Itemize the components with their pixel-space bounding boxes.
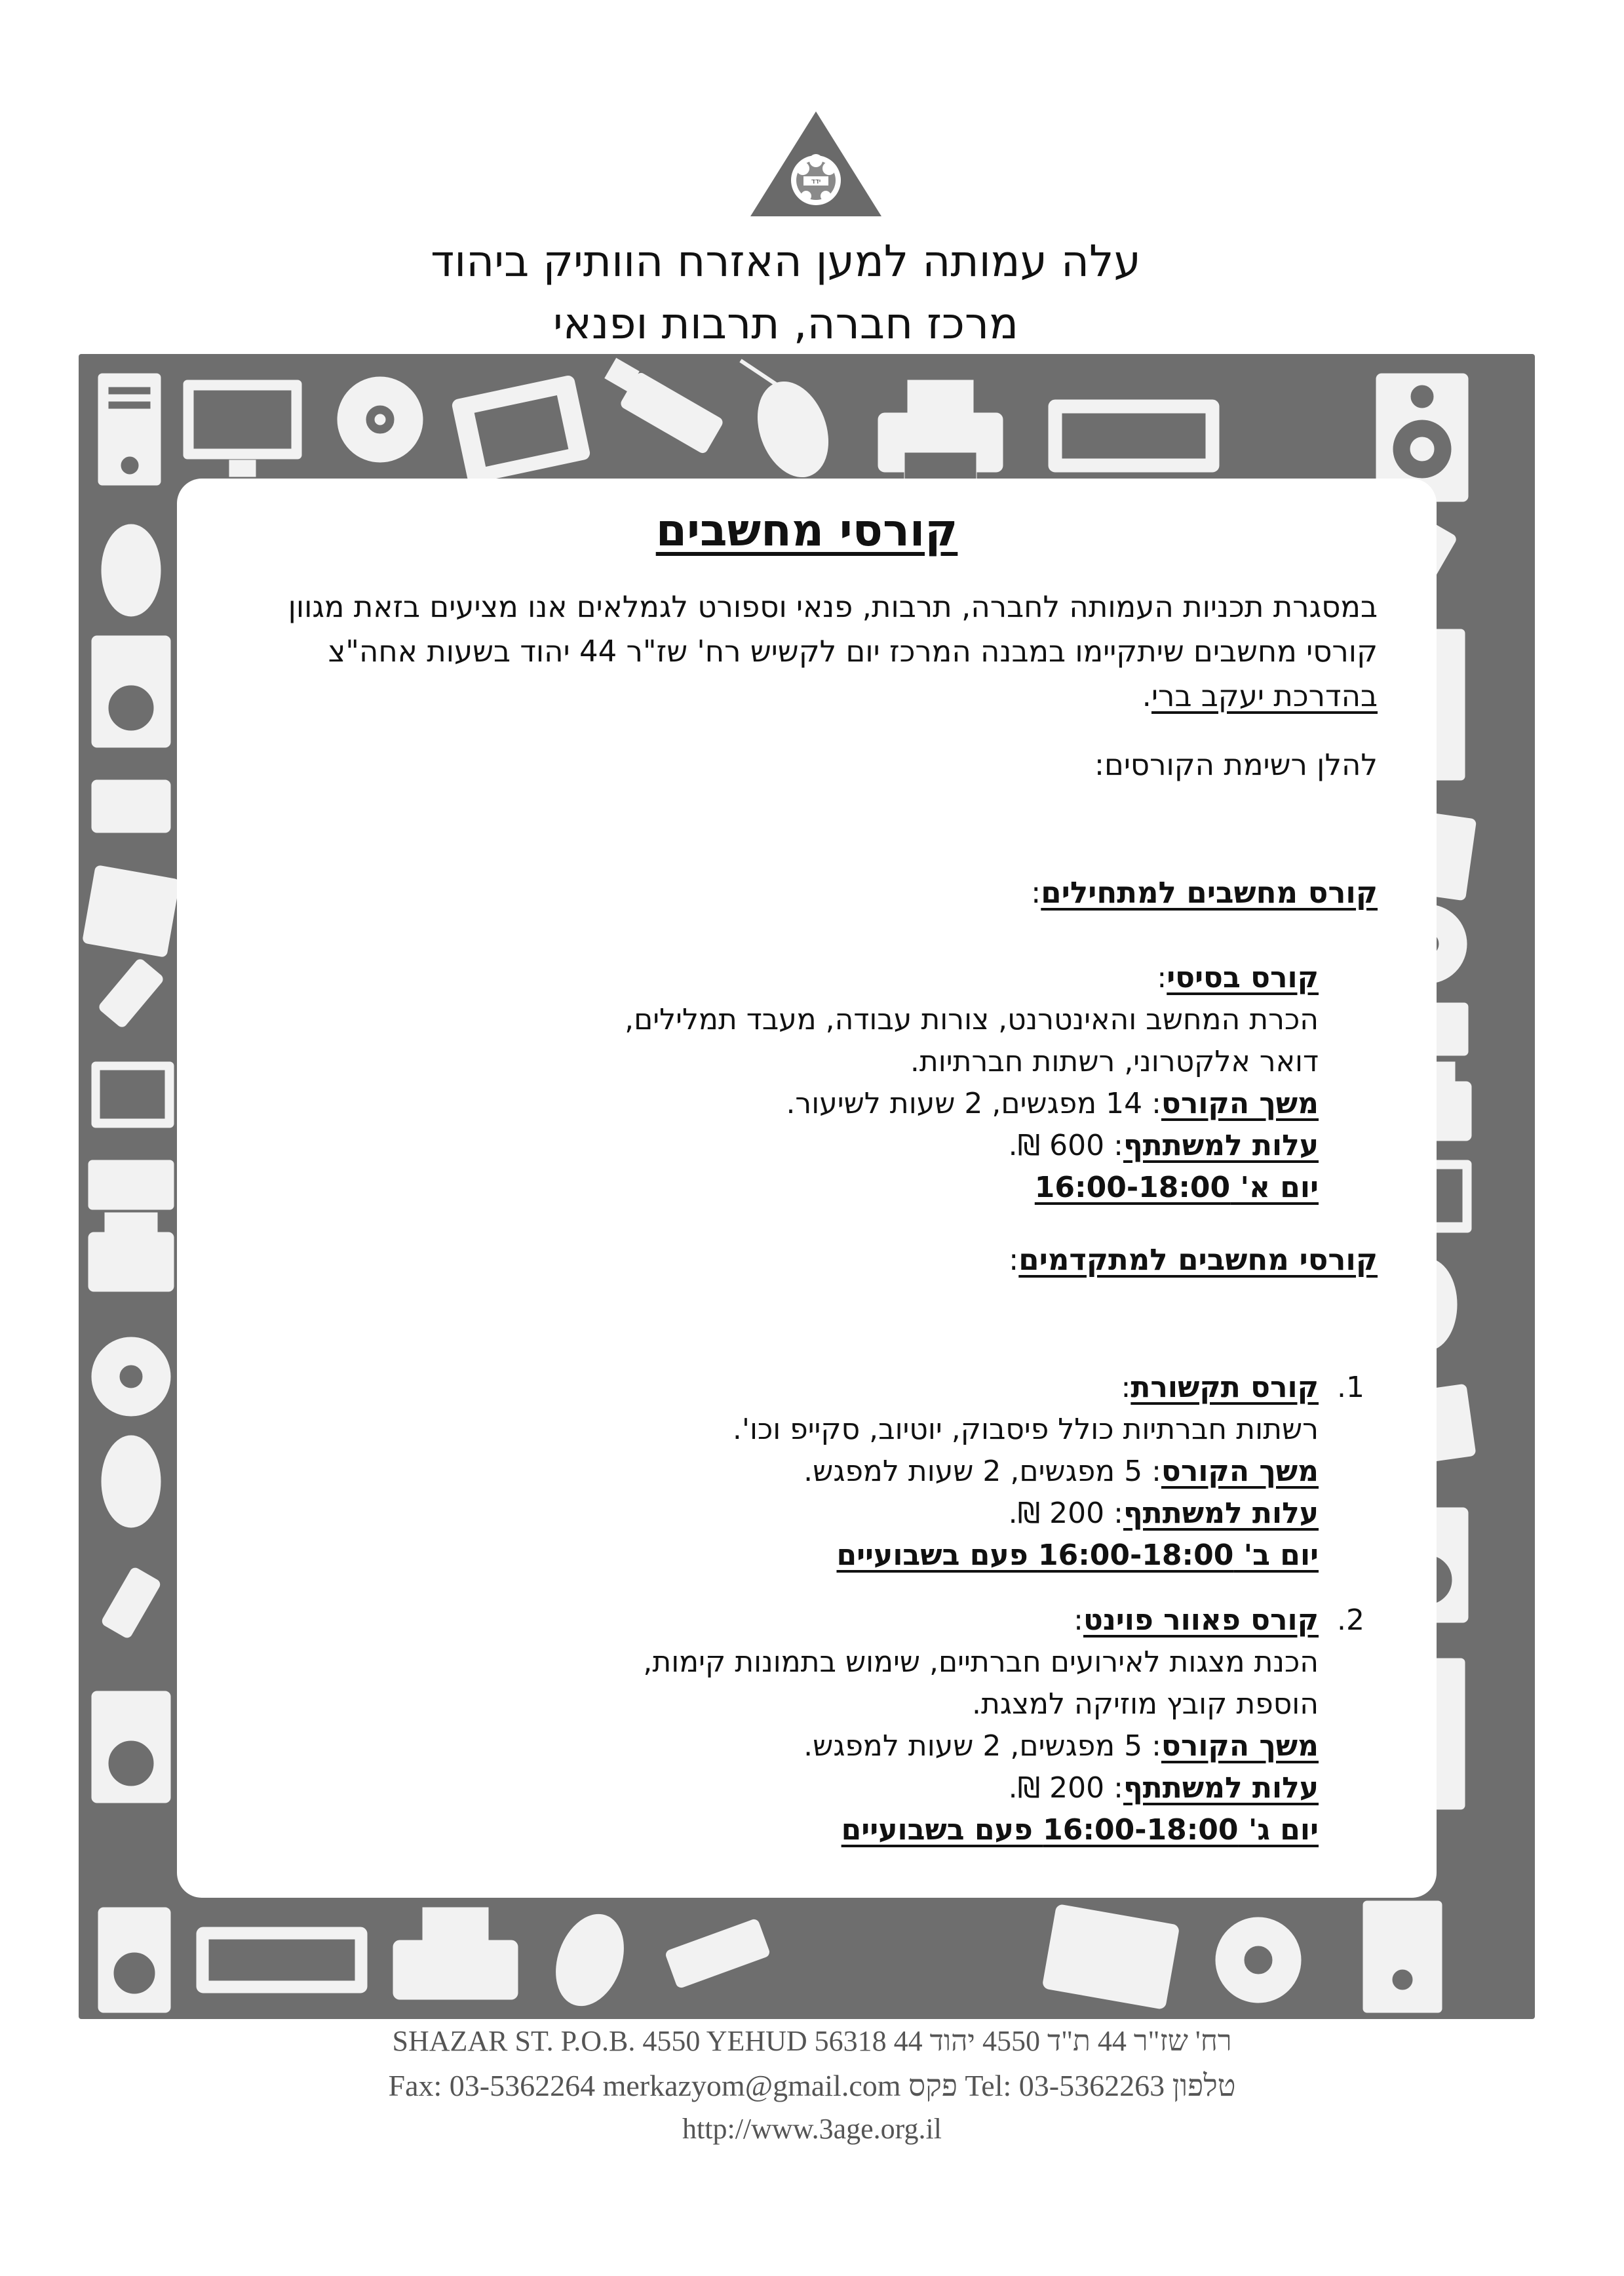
course-description: רשתות חברתיות כולל פיסבוק, יוטיוב, סקייפ וכו'. bbox=[732, 1413, 1319, 1446]
content-panel bbox=[177, 479, 1437, 1898]
duration-label: משך הקורס bbox=[1161, 1087, 1319, 1120]
beginners-heading-text: קורס מחשבים למתחילים bbox=[1041, 875, 1378, 910]
course-description: הכנת מצגות לאירועים חברתיים, שימוש בתמונות קימות, bbox=[643, 1645, 1319, 1679]
intro-text: במסגרת תכניות העמותה לחברה, תרבות, פנאי וספורט לגמלאים אנו מציעים בזאת מגוון קורסי מחשבים שיתקיימו במבנה המרכז יום לקשיש רח' שז"ר 44 יהוד בשעות אחה"צ bbox=[288, 589, 1378, 669]
usb-stick-icon bbox=[100, 1566, 161, 1639]
organization-logo bbox=[747, 108, 885, 220]
speaker-icon bbox=[92, 1691, 170, 1803]
cost-value: 200 ₪. bbox=[1008, 1771, 1114, 1805]
course-list-intro: להלן רשימת הקורסים: bbox=[1094, 747, 1378, 782]
duration-value: 14 מפגשים, 2 שעות לשיעור. bbox=[786, 1087, 1152, 1120]
computer-icons-frame bbox=[79, 354, 1535, 2019]
duration-label: משך הקורס bbox=[1161, 1729, 1319, 1763]
organization-name: עלה עמותה למען האזרח הוותיק ביהוד bbox=[431, 236, 1141, 286]
mouse-icon bbox=[741, 361, 841, 487]
keyboard-icon bbox=[1049, 400, 1219, 472]
monitor-icon bbox=[92, 1062, 174, 1128]
duration-label: משך הקורס bbox=[1161, 1455, 1319, 1488]
speaker-icon bbox=[92, 636, 170, 747]
footer-website[interactable]: http://www.3age.org.il bbox=[682, 2113, 942, 2145]
course-description: הוספת קובץ מוזיקה למצגת. bbox=[972, 1687, 1319, 1721]
course-name: קורס פאוור פוינט bbox=[1083, 1603, 1319, 1637]
mouse-icon bbox=[102, 524, 161, 616]
printer-icon bbox=[878, 380, 1003, 482]
cost-label: עלות למשתתף bbox=[1123, 1497, 1319, 1530]
basic-course: קורס בסיסי: הכרת המחשב והאינטרנט, צורות עבודה, מעבד תמלילים, דואר אלקטרוני, רשתות חברתיות. משך הקורס: 14 מפגשים, 2 שעות לשיעור. עלות למשתתף: 600 ₪. יום א' 16:00-18:00 bbox=[625, 957, 1319, 1209]
duration-value: 5 מפגשים, 2 שעות למפגש. bbox=[803, 1729, 1152, 1763]
course-name: קורס תקשורת bbox=[1131, 1371, 1319, 1404]
beginners-section-heading: קורס מחשבים למתחילים: bbox=[1031, 875, 1378, 910]
cost-label: עלות למשתתף bbox=[1123, 1129, 1319, 1162]
course-description: דואר אלקטרוני, רשתות חברתיות. bbox=[910, 1045, 1319, 1078]
advanced-section-heading: קורסי מחשבים למתקדמים: bbox=[1009, 1242, 1378, 1277]
drawing-tablet-icon bbox=[83, 865, 180, 958]
course-number: 2. bbox=[1337, 1603, 1364, 1637]
tower-icon bbox=[98, 374, 161, 485]
powerpoint-course: 2. קורס פאוור פוינט: הכנת מצגות לאירועים חברתיים, שימוש בתמונות קימות, הוספת קובץ מוזיקה למצגת. משך הקורס: 5 מפגשים, 2 שעות למפגש. עלות למשתתף: 200 ₪. יום ג' 16:00-18:00 פעם בשבועיים bbox=[643, 1599, 1319, 1851]
duration-value: 5 מפגשים, 2 שעות למפגש. bbox=[803, 1455, 1152, 1488]
mouse-icon bbox=[102, 1436, 161, 1527]
logo-label: ידד bbox=[811, 177, 821, 186]
speaker-icon bbox=[98, 1908, 170, 2012]
advanced-heading-text: קורסי מחשבים למתקדמים bbox=[1018, 1242, 1378, 1277]
flyer-content bbox=[177, 479, 1437, 1898]
keyboard-icon bbox=[197, 1927, 367, 1993]
cost-label: עלות למשתתף bbox=[1123, 1771, 1319, 1805]
footer-contact: טלפון Tel: 03-5362263 פקס Fax: 03-5362264 merkazyom@gmail.com bbox=[388, 2069, 1236, 2102]
course-schedule: יום ג' 16:00-18:00 פעם בשבועיים bbox=[841, 1813, 1319, 1847]
course-number: 1. bbox=[1337, 1371, 1364, 1404]
instructor-name: בהדרכת יעקב ברי bbox=[1151, 678, 1378, 713]
drawing-tablet-icon bbox=[1042, 1904, 1180, 2009]
drawing-tablet-icon bbox=[452, 375, 591, 484]
usb-stick-icon bbox=[605, 359, 724, 455]
page-title: קורסי מחשבים bbox=[655, 505, 958, 557]
cd-icon bbox=[92, 1337, 170, 1416]
organization-subtitle: מרכז חברה, תרבות ופנאי bbox=[552, 298, 1019, 349]
communication-course: 1. קורס תקשורת: רשתות חברתיות כולל פיסבוק, יוטיוב, סקייפ וכו'. משך הקורס: 5 מפגשים, 2 שעות למפגש. עלות למשתתף: 200 ₪. יום ב' 16:00-18:00 פעם בשבועיים bbox=[733, 1367, 1319, 1577]
usb-stick-icon bbox=[665, 1918, 770, 1989]
intro-paragraph: במסגרת תכניות העמותה לחברה, תרבות, פנאי וספורט לגמלאים אנו מציעים בזאת מגוון קורסי מחשבים שיתקיימו במבנה המרכז יום לקשיש רח' שז"ר 44 יהוד בשעות אחה"צ בהדרכת יעקב ברי. bbox=[288, 589, 1378, 713]
cost-value: 600 ₪. bbox=[1008, 1129, 1114, 1162]
usb-stick-icon bbox=[98, 958, 165, 1029]
mouse-icon bbox=[544, 1905, 635, 2015]
keyboard-icon bbox=[88, 1160, 174, 1209]
cd-icon bbox=[1216, 1917, 1301, 2003]
printer-icon bbox=[393, 1908, 518, 1999]
course-schedule: יום א' 16:00-18:00 bbox=[1034, 1171, 1319, 1204]
printer-icon bbox=[88, 1213, 174, 1291]
monitor-icon bbox=[184, 380, 301, 477]
printer-icon bbox=[92, 780, 170, 833]
cost-value: 200 ₪. bbox=[1008, 1497, 1114, 1530]
course-schedule: יום ב' 16:00-18:00 פעם בשבועיים bbox=[836, 1539, 1319, 1572]
cd-icon bbox=[338, 377, 423, 462]
tower-icon bbox=[1363, 1901, 1442, 2012]
footer-address: רח' שז"ר 44 ת"ד 4550 יהוד 44 SHAZAR ST. P.O.B. 4550 YEHUD 56318 bbox=[392, 2025, 1232, 2057]
course-description: הכרת המחשב והאינטרנט, צורות עבודה, מעבד תמלילים, bbox=[625, 1003, 1319, 1036]
course-name: קורס בסיסי bbox=[1167, 961, 1319, 994]
